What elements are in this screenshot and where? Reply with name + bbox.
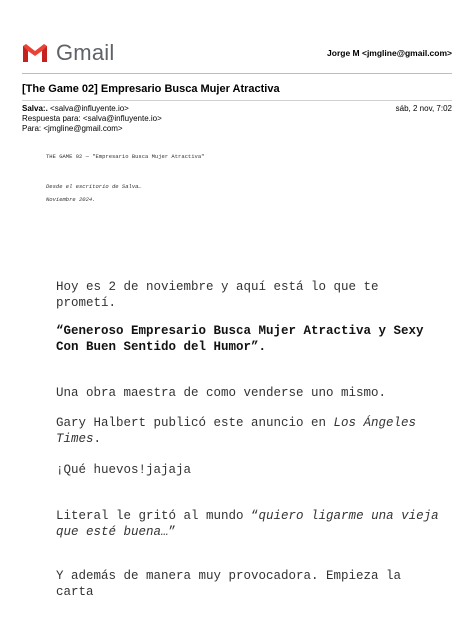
headline [56,323,446,355]
paragraph-6: Y además de manera muy provocadora. Empieza la carta [56,569,402,599]
p3-italic-2: Times [56,432,94,446]
gmail-m-icon [22,43,48,63]
sender-address: <salva@influyente.io> [47,104,129,113]
p3-italic-1: Los Ángeles [333,416,417,430]
to-line: Para: <jmgline@gmail.com> [22,124,123,133]
paragraph-4: ¡Qué huevos!jajaja [56,463,192,477]
subject-divider [22,100,452,101]
issue-title: THE GAME 02 — "Empresario Busca Mujer Atractiva" [46,153,205,160]
email-meta [22,104,162,134]
email-subject: [The Game 02] Empresario Busca Mujer Atractiva [22,83,280,95]
reply-to-line: Respuesta para: <salva@influyente.io> [22,114,162,123]
paragraph-2: Una obra maestra de como venderse uno mismo. [56,386,387,400]
date-line: Noviembre 2024. [46,196,96,203]
paragraph-5 [56,508,446,540]
gmail-brand: Gmail [56,40,115,65]
p5-italic-2: que esté buena… [56,525,169,539]
p3-text: Gary Halbert publicó este anuncio en [56,416,334,430]
p3-end: . [93,432,102,446]
email-date: sáb, 2 nov, 7:02 [395,104,452,113]
paragraph-3 [56,415,446,447]
desk-line: Desde el escritorio de Salva… [46,183,142,190]
p5-italic-1: quiero ligarme una vieja [258,509,439,523]
p5-text: Literal le gritó al mundo “ [56,509,259,523]
gmail-header [0,0,474,80]
gmail-logo [22,40,114,66]
headline-line-1: “Generoso Empresario Busca Mujer Atractiva y Sexy [56,324,424,338]
headline-line-2: Con Buen Sentido del Humor [56,340,252,354]
paragraph-1: Hoy es 2 de noviembre y aquí está lo que te prometí. [56,280,379,310]
header-divider [22,73,452,74]
sender-line [22,104,162,114]
headline-end: ”. [251,340,267,354]
p5-end: ” [168,525,177,539]
sender-name: Salva:. [22,104,48,113]
account-email: Jorge M <jmgline@gmail.com> [327,48,452,58]
